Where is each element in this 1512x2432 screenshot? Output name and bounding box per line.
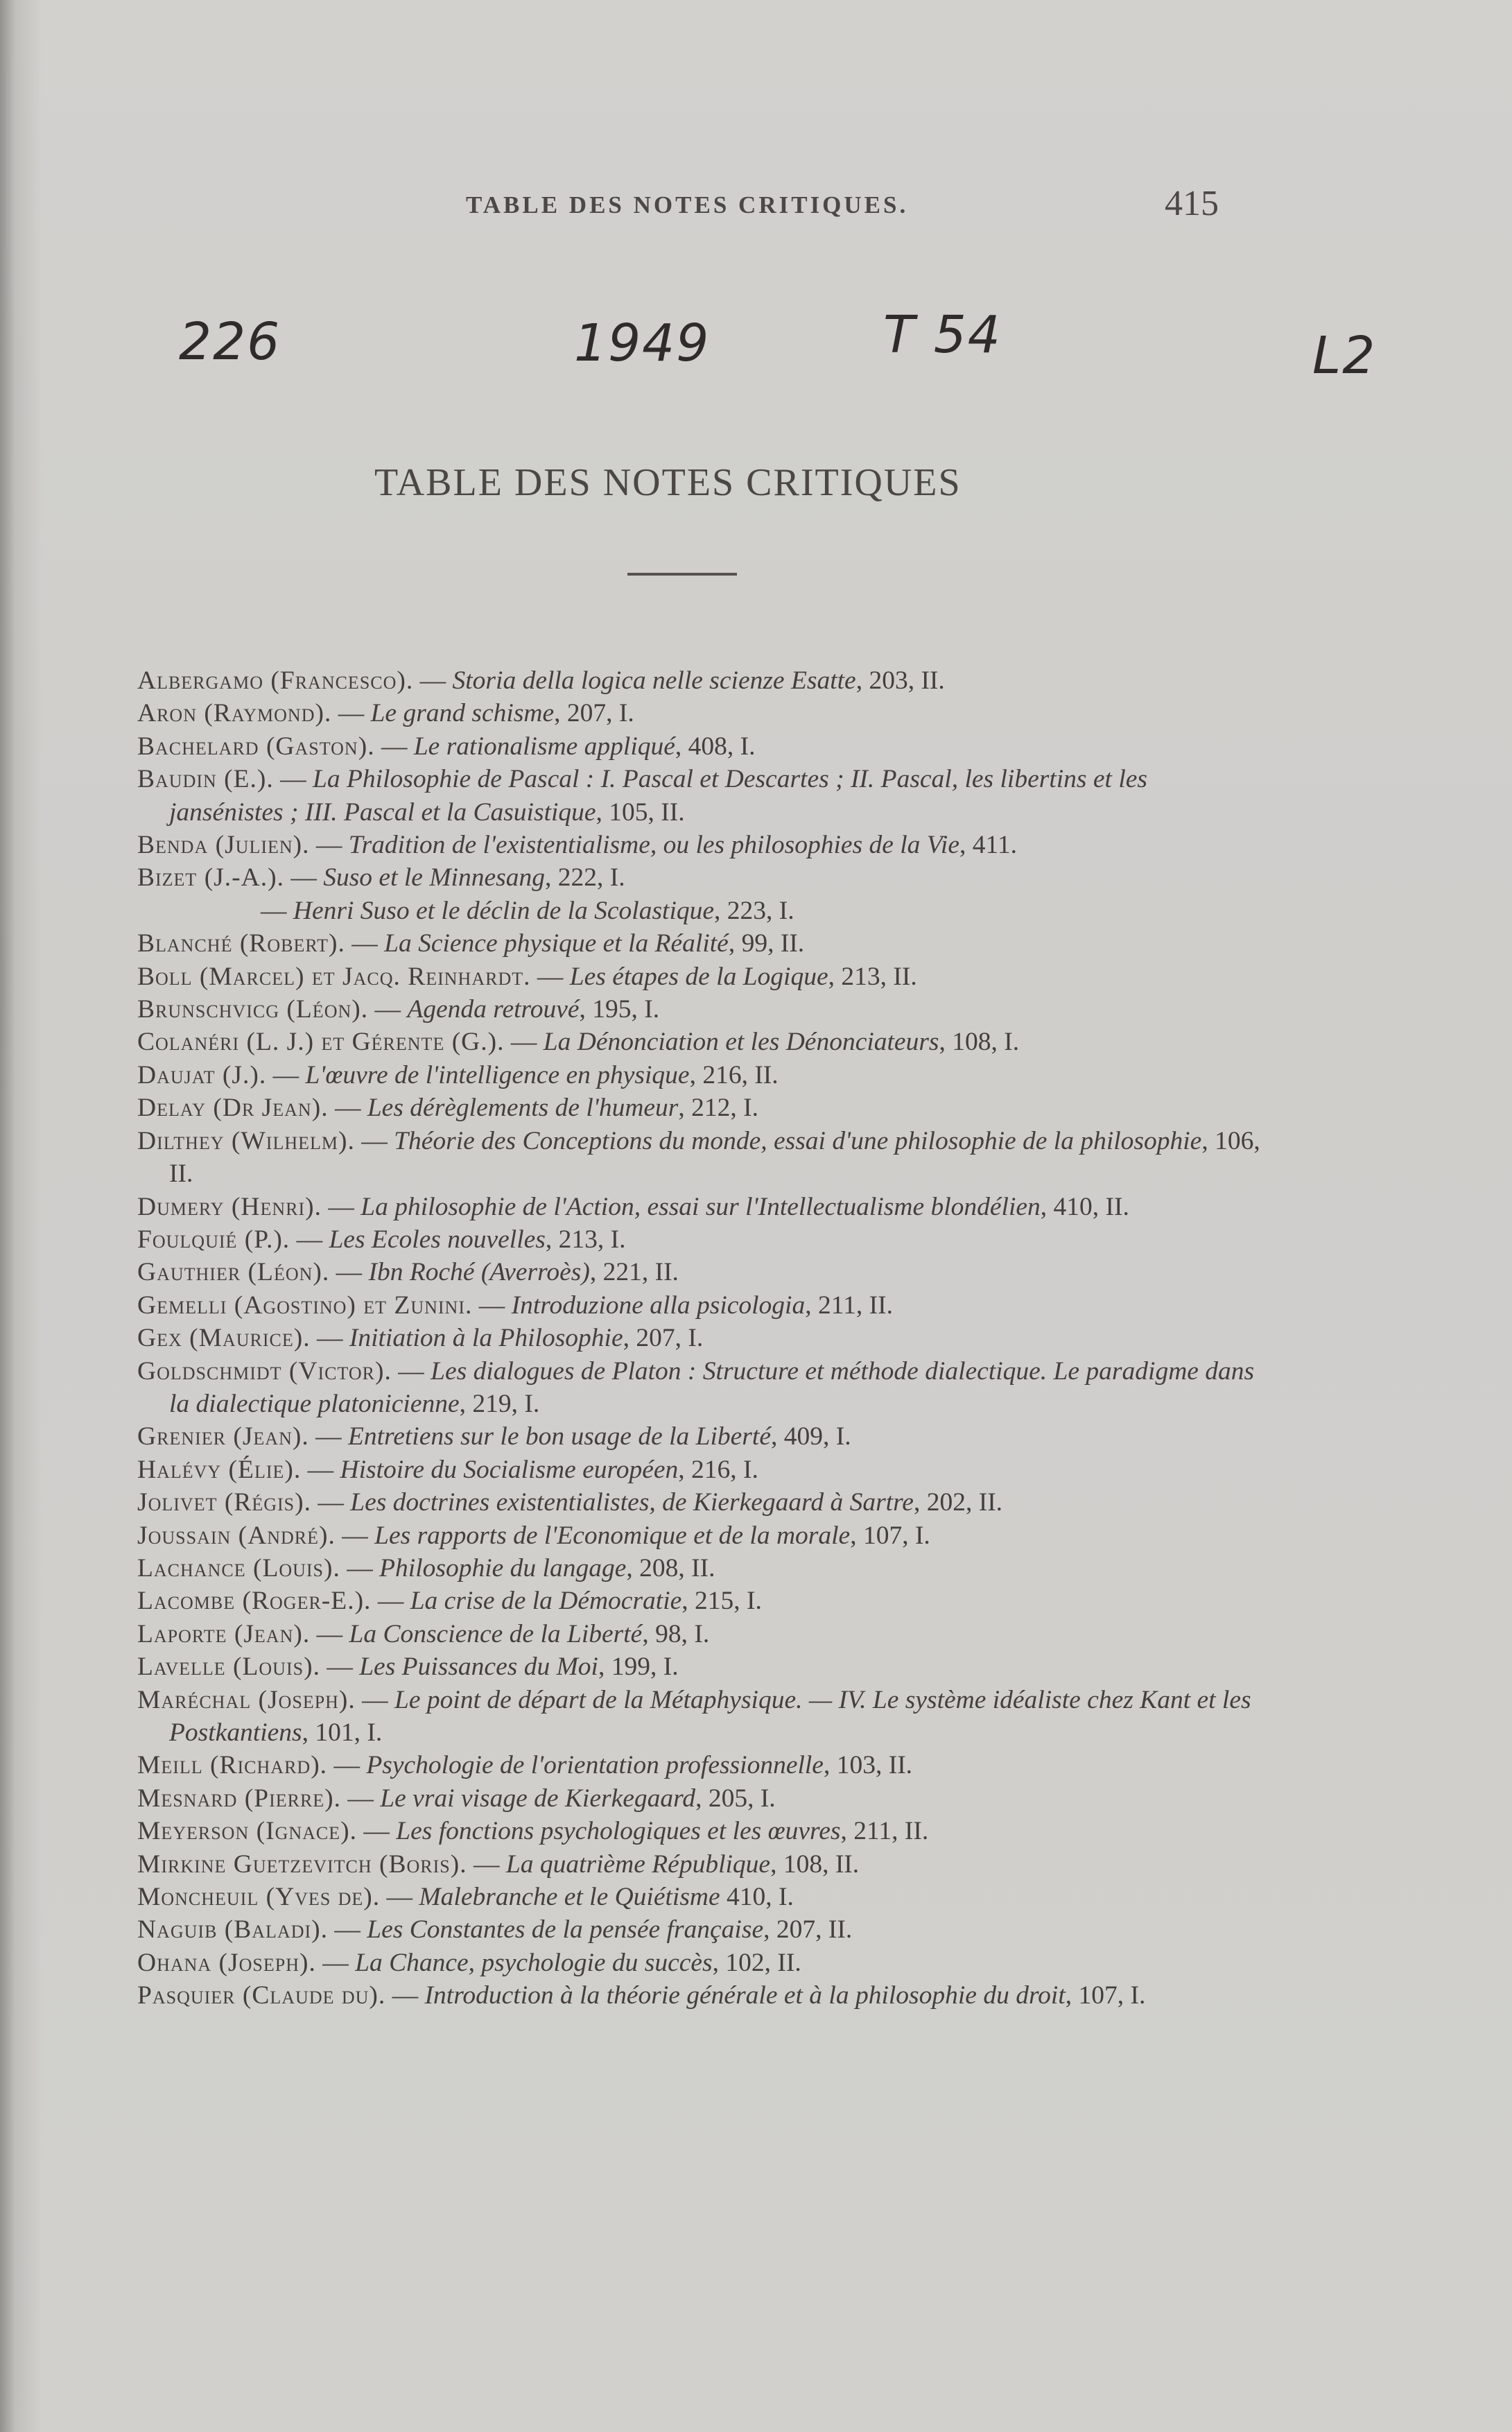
- title-rule: [627, 573, 737, 576]
- entry-author: Brunschvicg (Léon).: [137, 995, 369, 1024]
- entry: [137, 861, 1260, 894]
- entry: [137, 1289, 1260, 1322]
- entry: [137, 1059, 1260, 1092]
- entry: [137, 1191, 1260, 1223]
- page-number: 415: [1165, 184, 1219, 223]
- entry: [137, 1815, 1260, 1847]
- entry-author: Benda (Julien).: [137, 831, 310, 860]
- entry-author: Delay (Dr Jean).: [137, 1094, 329, 1123]
- entry-work: Le rationalisme appliqué: [413, 732, 675, 761]
- entry-author: Dumery (Henri).: [137, 1192, 322, 1221]
- entry-work: Les dialogues de Platon : Structure et méthode dialectique. Le paradigme dans la dialectique platonicienne: [169, 1356, 1255, 1418]
- entry-author: Meyerson (Ignace).: [137, 1817, 358, 1846]
- entry-dash: —: [368, 995, 408, 1024]
- entry-author: Moncheuil (Yves de).: [137, 1883, 381, 1912]
- entry: [137, 960, 1260, 993]
- entry-ref: , 207, I.: [623, 1324, 704, 1353]
- entry: [137, 1454, 1260, 1486]
- entry-ref: , 108, I.: [939, 1028, 1020, 1057]
- entry-author: Lacombe (Roger-E.).: [137, 1587, 372, 1616]
- entry-author: Albergamo (Francesco).: [137, 666, 414, 695]
- entry-work: Henri Suso et le déclin de la Scolastique: [293, 896, 715, 925]
- entry-dash: —: [385, 1981, 425, 2010]
- entry-work: Les Constantes de la pensée française: [367, 1915, 764, 1944]
- entry-dash: —: [355, 1685, 395, 1714]
- entry-ref: , 103, II.: [823, 1751, 913, 1780]
- entry: [137, 1092, 1260, 1124]
- entry-work: Le point de départ de la Métaphysique. — IV. Le système idéaliste chez Kant et les Postkantiens: [169, 1685, 1251, 1747]
- entry-dash: —: [530, 962, 570, 991]
- entry: [137, 895, 1260, 927]
- entry-dash: —: [309, 831, 349, 860]
- entry-ref: , 215, I.: [681, 1587, 762, 1616]
- entry-dash: —: [266, 1060, 306, 1089]
- entry-ref: , 222, I.: [544, 863, 625, 892]
- entry-ref: , 219, I.: [459, 1389, 540, 1418]
- entry: [137, 763, 1260, 829]
- entry: [137, 664, 1260, 697]
- entry-author: Gauthier (Léon).: [137, 1258, 330, 1287]
- entry-ref: , 98, I.: [642, 1619, 710, 1648]
- entry-work: Le vrai visage de Kierkegaard: [380, 1784, 696, 1813]
- entry-work: L'œuvre de l'intelligence en physique: [305, 1060, 690, 1089]
- entry-work: Les fonctions psychologiques et les œuvres: [396, 1817, 841, 1846]
- entry-author: Bachelard (Gaston).: [137, 732, 375, 761]
- entry-ref: , 107, I.: [1065, 1981, 1146, 2010]
- entry-author: Gex (Maurice).: [137, 1324, 311, 1353]
- entry-ref: , 221, II.: [589, 1258, 679, 1287]
- entry-ref: , 216, II.: [689, 1060, 779, 1089]
- entry: [137, 1585, 1260, 1617]
- entry-work: Philosophie du langage: [379, 1553, 627, 1582]
- entry-author: Baudin (E.).: [137, 765, 274, 794]
- entry-ref: , 102, II.: [712, 1948, 801, 1977]
- entry: [137, 829, 1260, 861]
- entry-author: Foulquié (P.).: [137, 1225, 290, 1254]
- entry-ref: , 207, II.: [763, 1915, 853, 1944]
- entry-ref: , 99, II.: [728, 929, 805, 958]
- entry: [137, 1552, 1260, 1585]
- entry-work: Psychologie de l'orientation professionnelle: [366, 1751, 824, 1780]
- entry-work: Théorie des Conceptions du monde, essai d'une philosophie de la philosophie: [394, 1126, 1202, 1155]
- entry-work: Malebranche et le Quiétisme: [419, 1883, 720, 1912]
- entry-author: Maréchal (Joseph).: [137, 1685, 356, 1714]
- entry-work: Storia della logica nelle scienze Esatte: [452, 666, 856, 695]
- entry-work: Entretiens sur le bon usage de la Liberté: [347, 1422, 771, 1451]
- entry-dash: —: [284, 863, 324, 892]
- entry-author: Halévy (Élie).: [137, 1455, 302, 1484]
- entry: [137, 1355, 1260, 1421]
- entry-dash: —: [301, 1455, 340, 1484]
- entry: [137, 1650, 1260, 1683]
- entry-author: Blanché (Robert).: [137, 929, 345, 958]
- entry-ref: , 202, II.: [913, 1488, 1003, 1517]
- entry-work: La Science physique et la Réalité: [384, 929, 729, 958]
- entry-dash: —: [504, 1028, 544, 1057]
- entry: [137, 1125, 1260, 1191]
- entry-work: Introduzione alla psicologia: [511, 1291, 806, 1320]
- entry-author: Naguib (Baladi).: [137, 1915, 329, 1944]
- handwritten-mark: 1949: [574, 313, 711, 373]
- entry-dash: —: [391, 1356, 431, 1386]
- entry-dash: —: [328, 1094, 367, 1123]
- entry: [137, 1782, 1260, 1815]
- entry-author: Meill (Richard).: [137, 1751, 328, 1780]
- entry-work: La crise de la Démocratie: [410, 1587, 682, 1616]
- entry-dash: —: [320, 1653, 360, 1682]
- entry: [137, 1848, 1260, 1881]
- entry-dash: —: [340, 1553, 380, 1582]
- entry-dash: —: [467, 1849, 506, 1879]
- entry-ref: , 106, II.: [169, 1126, 1260, 1189]
- entry-author: Dilthey (Wilhelm).: [137, 1126, 355, 1155]
- entry-author: Mesnard (Pierre).: [137, 1784, 342, 1813]
- entry-work: Suso et le Minnesang: [323, 863, 545, 892]
- handwritten-mark: L2: [1312, 326, 1377, 386]
- entry-work: Le grand schisme: [370, 699, 555, 728]
- entry-author: Colanéri (L. J.) et Gérente (G.).: [137, 1028, 505, 1057]
- entry-work: La quatrième République: [505, 1849, 771, 1879]
- entry-author: Jolivet (Régis).: [137, 1488, 311, 1517]
- entry-author: Gemelli (Agostino) et Zunini.: [137, 1291, 473, 1320]
- entry-dash: —: [374, 732, 414, 761]
- entry-author: Pasquier (Claude du).: [137, 1981, 386, 2010]
- entry-work: Les étapes de la Logique: [569, 962, 828, 991]
- entry-work: Initiation à la Philosophie: [349, 1324, 623, 1353]
- handwritten-mark: T 54: [883, 305, 1002, 365]
- entry: [137, 1420, 1260, 1453]
- entry: [137, 1684, 1260, 1750]
- entry-work: La Conscience de la Liberté: [349, 1619, 643, 1648]
- entry-dash: —: [328, 1915, 367, 1944]
- entry: [137, 1618, 1260, 1650]
- entry-author: Ohana (Joseph).: [137, 1948, 316, 1977]
- entry-work: Agenda retrouvé: [407, 995, 580, 1024]
- entry-ref: , 208, II.: [626, 1553, 715, 1582]
- entry-dash: —: [311, 1488, 351, 1517]
- entry-dash: —: [472, 1291, 512, 1320]
- entry-work: Introduction à la théorie générale et à la philosophie du droit: [424, 1981, 1066, 2010]
- entry-ref: , 213, II.: [828, 962, 917, 991]
- entry: [137, 927, 1260, 960]
- entry: [137, 1749, 1260, 1782]
- entry-ref: , 410, II.: [1040, 1192, 1129, 1221]
- entry: [137, 1519, 1260, 1552]
- entry-ref: , 205, I.: [695, 1784, 776, 1813]
- entry: [137, 1256, 1260, 1288]
- entry-dash: —: [335, 1521, 375, 1550]
- entry: [137, 1947, 1260, 1979]
- entry-work: La Chance, psychologie du succès: [355, 1948, 713, 1977]
- handwritten-mark: 226: [179, 312, 281, 372]
- entry: [137, 1322, 1260, 1354]
- entry-ref: , 101, I.: [302, 1718, 383, 1747]
- entry-dash: —: [322, 1192, 361, 1221]
- page-title: TABLE DES NOTES CRITIQUES: [374, 461, 962, 504]
- entry-dash: —: [310, 1324, 349, 1353]
- entry-work: La Dénonciation et les Dénonciateurs: [543, 1028, 939, 1057]
- entry-work: Les Puissances du Moi: [359, 1653, 598, 1682]
- entry-ref: , 411.: [959, 831, 1017, 860]
- entry-dash: —: [310, 1619, 349, 1648]
- entry-work: Les rapports de l'Economique et de la morale: [374, 1521, 851, 1550]
- entry-ref: , 105, II.: [596, 797, 685, 827]
- entry-ref: , 408, I.: [675, 732, 756, 761]
- entry-dash: —: [371, 1587, 410, 1616]
- entry-dash: —: [357, 1817, 397, 1846]
- entry-ref: , 195, I.: [579, 995, 660, 1024]
- entry: [137, 1486, 1260, 1519]
- entry-work: Histoire du Socialisme européen: [340, 1455, 679, 1484]
- entry-ref: 410, I.: [720, 1883, 794, 1912]
- entry-dash: —: [327, 1751, 367, 1780]
- entry-list: [137, 664, 1260, 2012]
- entry-ref: , 216, I.: [678, 1455, 758, 1484]
- entry-dash: —: [329, 1258, 369, 1287]
- running-head: TABLE DES NOTES CRITIQUES.: [466, 191, 909, 218]
- entry-ref: , 199, I.: [598, 1653, 679, 1682]
- entry-dash: —: [309, 1422, 348, 1451]
- entry-author: Grenier (Jean).: [137, 1422, 309, 1451]
- entry-work: Les dérèglements de l'humeur: [367, 1094, 679, 1123]
- entry-author: Boll (Marcel) et Jacq. Reinhardt.: [137, 962, 531, 991]
- entry-author: Joussain (André).: [137, 1521, 336, 1550]
- entry-author: Daujat (J.).: [137, 1060, 267, 1089]
- entry-author: Aron (Raymond).: [137, 699, 332, 728]
- entry-work: Tradition de l'existentialisme, ou les philosophies de la Vie: [348, 831, 959, 860]
- entry-author: Lavelle (Louis).: [137, 1653, 320, 1682]
- entry-dash: —: [380, 1883, 419, 1912]
- entry-author: Lachance (Louis).: [137, 1553, 340, 1582]
- entry-ref: , 211, II.: [805, 1291, 893, 1320]
- entry-ref: , 207, I.: [554, 699, 634, 728]
- entry-ref: , 108, II.: [770, 1849, 860, 1879]
- entry-work: La Philosophie de Pascal : I. Pascal et Descartes ; II. Pascal, les libertins et les jansénistes ; III. Pascal et la Casuistique: [169, 765, 1147, 827]
- entry-ref: , 211, II.: [840, 1817, 929, 1846]
- entry-ref: , 212, I.: [678, 1094, 759, 1123]
- entry-dash: —: [354, 1126, 394, 1155]
- entry: [137, 697, 1260, 730]
- entry-author: Goldschmidt (Victor).: [137, 1356, 392, 1386]
- entry-dash: —: [261, 896, 293, 925]
- entry: [137, 730, 1260, 763]
- entry-ref: , 107, I.: [850, 1521, 930, 1550]
- entry-dash: —: [341, 1784, 381, 1813]
- entry-author: Laporte (Jean).: [137, 1619, 311, 1648]
- entry: [137, 1223, 1260, 1256]
- entry-ref: , 213, I.: [545, 1225, 626, 1254]
- entry-ref: , 223, I.: [714, 896, 794, 925]
- entry: [137, 1881, 1260, 1913]
- entry-ref: , 409, I.: [770, 1422, 851, 1451]
- entry-dash: —: [273, 765, 313, 794]
- entry: [137, 1979, 1260, 2012]
- entry-dash: —: [413, 666, 453, 695]
- entry-author: Mirkine Guetzevitch (Boris).: [137, 1849, 467, 1879]
- entry-dash: —: [290, 1225, 329, 1254]
- entry-author: Bizet (J.-A.).: [137, 863, 284, 892]
- entry-dash: —: [331, 699, 371, 728]
- entry: [137, 1913, 1260, 1946]
- entry-work: Les doctrines existentialistes, de Kierkegaard à Sartre: [350, 1488, 914, 1517]
- entry-work: Ibn Roché (Averroès): [368, 1258, 590, 1287]
- entry-dash: —: [315, 1948, 356, 1977]
- entry: [137, 1026, 1260, 1058]
- entry-work: La philosophie de l'Action, essai sur l'Intellectualisme blondélien: [360, 1192, 1041, 1221]
- entry: [137, 993, 1260, 1026]
- entry-dash: —: [345, 929, 385, 958]
- entry-ref: , 203, II.: [855, 666, 945, 695]
- entry-work: Les Ecoles nouvelles: [329, 1225, 546, 1254]
